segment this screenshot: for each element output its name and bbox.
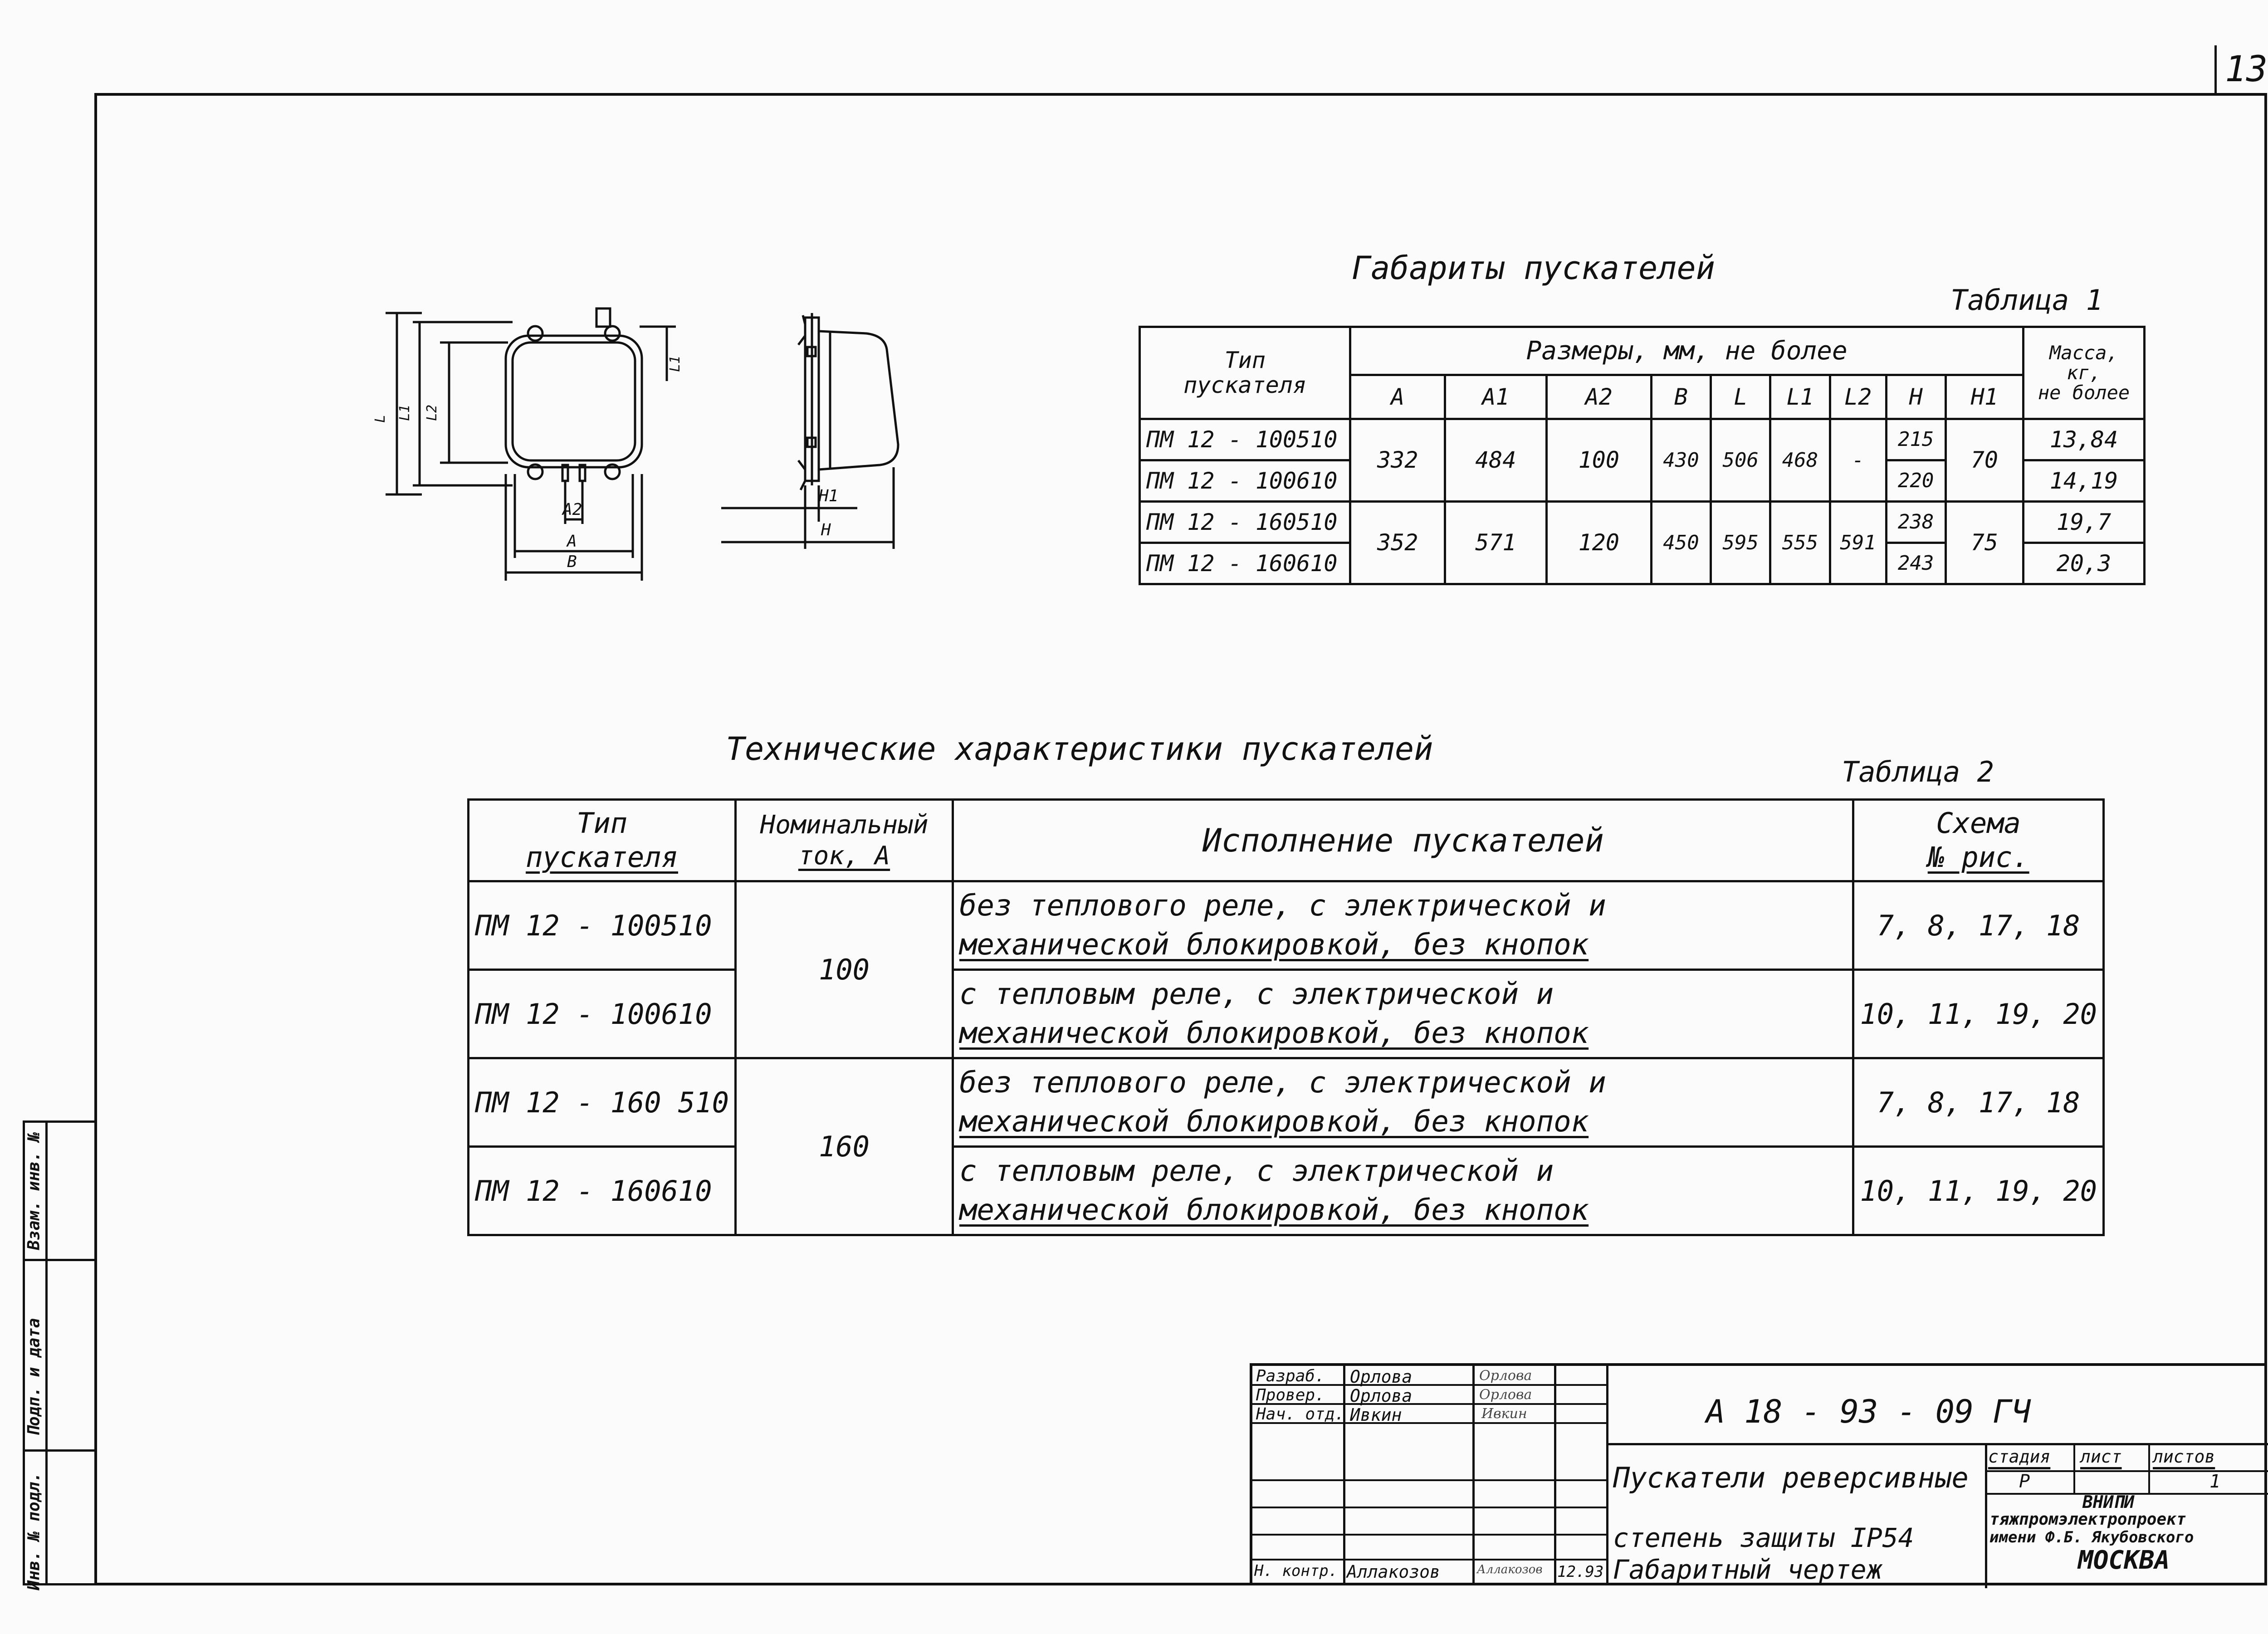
dim-label-H1: H1 <box>819 487 839 505</box>
name-developed: Орлова <box>1350 1367 1413 1387</box>
dim-label-L: L <box>372 414 388 423</box>
table1-title: Габариты пускателей <box>1352 250 1715 287</box>
table2-title: Технические характеристики пускателей <box>726 730 1433 768</box>
table1-row: ПМ 12 - 100610 220 14,19 <box>1140 460 2145 501</box>
side-stamp-replace: Взам. инв. № <box>24 1132 44 1250</box>
role-checked: Провер. <box>1256 1386 1325 1404</box>
stage-value: Р <box>2019 1471 2030 1492</box>
table1-col-L2: L2 <box>1830 375 1886 419</box>
document-name-line1: Пускатели реверсивные <box>1613 1461 1969 1494</box>
table1-col-A2: A2 <box>1546 375 1651 419</box>
table1-row: ПМ 12 - 100510 332 484 100 430 506 468 - 215 70 13,84 <box>1140 419 2145 460</box>
page-number-divider <box>2214 45 2217 95</box>
dim-label-L1-right: L1 <box>667 355 683 372</box>
signature-head: Ивкин <box>1481 1406 1527 1422</box>
starter-outline-drawing <box>372 295 912 590</box>
table1-dimensions <box>1139 326 2146 585</box>
table1-head-mass: Масса, кг, не более <box>2024 327 2145 419</box>
document-name-line2: степень защиты IP54 <box>1613 1522 1914 1553</box>
table1-head-type: Тип пускателя <box>1140 327 1350 419</box>
table1-col-H1: H1 <box>1945 375 2023 419</box>
signature-norm-control: Аллакозов <box>1477 1563 1543 1576</box>
organization-line3: имени Ф.Б. Якубовского <box>1989 1528 2194 1546</box>
sheets-label: листов <box>2153 1447 2215 1467</box>
side-stamp-inv: Инв. № подл. <box>24 1472 44 1590</box>
name-checked: Орлова <box>1350 1386 1413 1406</box>
role-developed: Разраб. <box>1256 1367 1325 1385</box>
stage-label: стадия <box>1988 1447 2051 1467</box>
table1-col-B: B <box>1651 375 1711 419</box>
side-stamp-sign-date: Подп. и дата <box>24 1318 44 1436</box>
table1-col-L: L <box>1711 375 1770 419</box>
dim-label-A2: A2 <box>562 500 582 519</box>
signature-developed: Орлова <box>1479 1368 1532 1384</box>
table2-label: Таблица 2 <box>1842 755 1994 788</box>
sheet-label: лист <box>2080 1447 2122 1467</box>
table-row: ПМ 12 - 160 510 160 без теплового реле, с электрической и механической блокировкой, без кнопок 7, 8, 17, 18 <box>469 1058 2104 1147</box>
document-name-line3: Габаритный чертеж <box>1613 1554 1882 1585</box>
table-row: ПМ 12 - 100510 100 без теплового реле, с электрической и механической блокировкой, без кнопок 7, 8, 17, 18 <box>469 881 2104 970</box>
table-row: ПМ 12 - 160610 с тепловым реле, с электрической и механической блокировкой, без кнопок 10, 11, 19, 20 <box>469 1147 2104 1235</box>
name-head: Ивкин <box>1350 1405 1402 1425</box>
title-block <box>1250 1363 2267 1585</box>
table1-col-A: A <box>1350 375 1445 419</box>
table2-head-exec: Исполнение пускателей <box>953 800 1853 881</box>
signature-checked: Орлова <box>1479 1387 1532 1403</box>
mount-lug-top-right <box>605 326 620 341</box>
table2-head-type: Тип пускателя <box>469 800 736 881</box>
table2-head-current: Номинальный ток, А <box>736 800 953 881</box>
table1-head-sizes: Размеры, мм, не более <box>1350 327 2024 375</box>
table1-col-A1: A1 <box>1445 375 1547 419</box>
name-norm-control: Аллакозов <box>1347 1562 1440 1582</box>
dim-label-L2: L2 <box>424 404 440 421</box>
table1-col-H: H <box>1886 375 1945 419</box>
table2-characteristics <box>467 798 2105 1236</box>
date: 12.93 <box>1557 1563 1604 1581</box>
organization-line4: МОСКВА <box>2078 1546 2170 1575</box>
starter-front-body <box>506 336 642 467</box>
table2-head-scheme: Схема № рис. <box>1853 800 2104 881</box>
document-code: А 18 - 93 - 09 ГЧ <box>1706 1393 2031 1430</box>
table1-row: ПМ 12 - 160510 352 571 120 450 595 555 591 238 75 19,7 <box>1140 501 2145 543</box>
table1-col-L1: L1 <box>1770 375 1830 419</box>
mount-lug-top-left <box>528 326 543 341</box>
organization-line2: тяжпромэлектропроект <box>1989 1510 2186 1529</box>
role-head: Нач. отд. <box>1256 1405 1345 1424</box>
dim-label-B: B <box>567 553 577 571</box>
dim-label-L1: L1 <box>397 404 413 421</box>
sheets-value: 1 <box>2209 1471 2221 1492</box>
table1-label: Таблица 1 <box>1950 284 2103 317</box>
table1-row: ПМ 12 - 160610 243 20,3 <box>1140 543 2145 584</box>
organization-line1: ВНИПИ <box>2082 1492 2135 1512</box>
dim-label-H: H <box>821 521 831 539</box>
side-stamp <box>23 1120 95 1590</box>
role-norm-control: Н. контр. <box>1254 1562 1338 1580</box>
page-number: 13 <box>2225 49 2268 90</box>
dim-label-A: A <box>567 532 577 551</box>
table-row: ПМ 12 - 100610 с тепловым реле, с электрической и механической блокировкой, без кнопок 10, 11, 19, 20 <box>469 970 2104 1058</box>
